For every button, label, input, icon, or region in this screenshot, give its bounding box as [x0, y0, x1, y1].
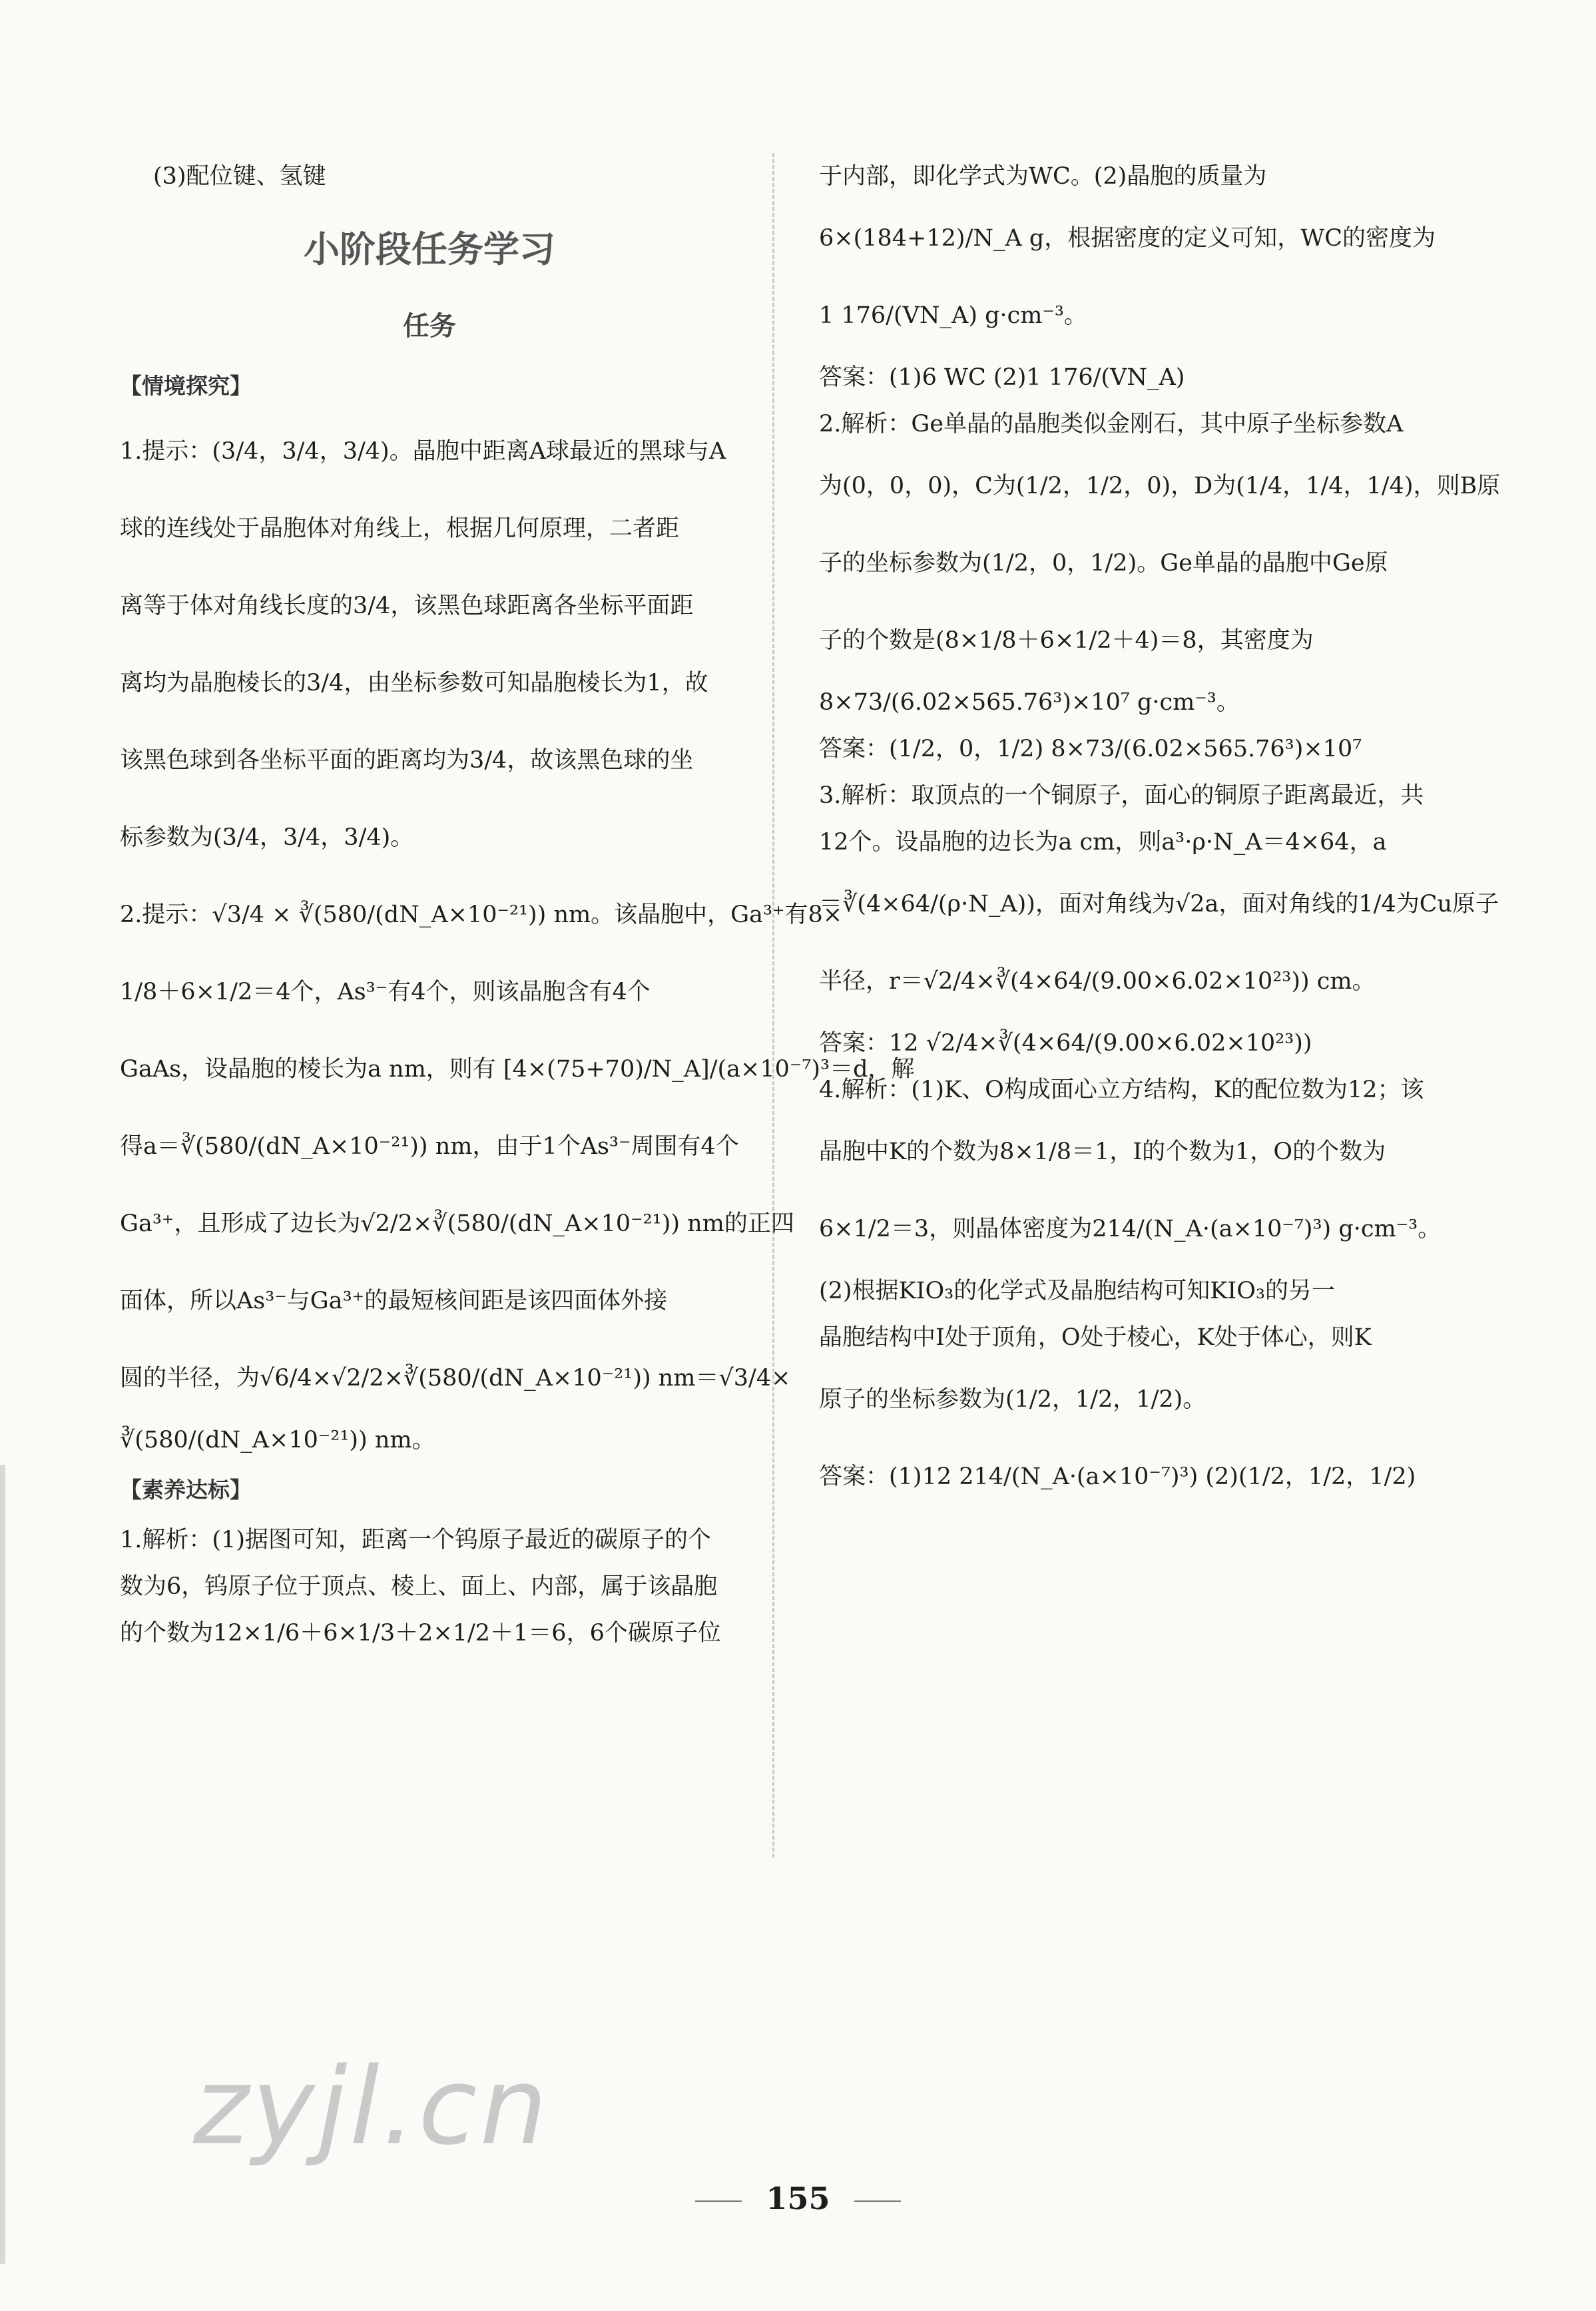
text-line: ∛(580/(dN_A×10⁻²¹)) nm。	[120, 1427, 435, 1453]
text-line: 于内部，即化学式为WC。(2)晶胞的质量为	[819, 163, 1267, 190]
page-number: 155	[0, 2181, 1596, 2216]
text-line: 8×73/(6.02×565.76³)×10⁷ g·cm⁻³。	[819, 689, 1240, 716]
text-line: GaAs，设晶胞的棱长为a nm，则有 [4×(75+70)/N_A]/(a×10⁻⁷)³＝d，解	[120, 1056, 915, 1083]
page-edge	[0, 1465, 5, 2264]
watermark: zyjl.cn	[193, 2044, 550, 2169]
answer-block-2	[120, 876, 915, 1463]
text-line: 子的坐标参数为(1/2，0，1/2)。Ge单晶的晶胞中Ge原	[819, 550, 1388, 577]
answer-block-r2	[819, 401, 1501, 772]
text-line: 1.解析：(1)据图可知，距离一个钨原子最近的碳原子的个	[120, 1527, 711, 1553]
text-line: 该黑色球到各坐标平面的距离均为3/4，故该黑色球的坐	[120, 747, 694, 774]
answer-line: 答案：12 √2/4×∛(4×64/(9.00×6.02×10²³))	[819, 1030, 1312, 1057]
text-line: 圆的半径，为√6/4×√2/2×∛(580/(dN_A×10⁻²¹)) nm＝√3/4×	[120, 1365, 791, 1392]
text-line: 3.解析：取顶点的一个铜原子，面心的铜原子距离最近，共	[819, 782, 1424, 809]
answer-block-r3	[819, 772, 1499, 1067]
text-line: 标参数为(3/4，3/4，3/4)。	[120, 824, 414, 851]
answer-line: 答案：(1)12 214/(N_A·(a×10⁻⁷)³) (2)(1/2，1/2，1/2)	[819, 1463, 1416, 1490]
text-line: 得a＝∛(580/(dN_A×10⁻²¹)) nm，由于1个As³⁻周围有4个	[120, 1133, 739, 1160]
text-line: ＝∛(4×64/(ρ·N_A))，面对角线为√2a，面对角线的1/4为Cu原子	[819, 891, 1499, 917]
column-divider	[772, 153, 774, 1858]
text-line: 晶胞中K的个数为8×1/8＝1，I的个数为1，O的个数为	[819, 1139, 1386, 1165]
text-line: 12个。设晶胞的边长为a cm，则a³·ρ·N_A＝4×64，a	[819, 829, 1387, 856]
answer-line: 答案：(1)6 WC (2)1 176/(VN_A)	[819, 364, 1185, 391]
section-heading-qingjing: 【情境探究】	[120, 373, 252, 399]
task-heading: 任务	[403, 311, 456, 342]
text-line: 原子的坐标参数为(1/2，1/2，1/2)。	[819, 1386, 1206, 1413]
text-line: 离等于体对角线长度的3/4，该黑色球距离各坐标平面距	[120, 593, 694, 619]
text-line: Ga³⁺，且形成了边长为√2/2×∛(580/(dN_A×10⁻²¹)) nm的正四	[120, 1210, 794, 1237]
text-line: 4.解析：(1)K、O构成面心立方结构，K的配位数为12；该	[819, 1077, 1424, 1103]
text-line: 2.解析：Ge单晶的晶胞类似金刚石，其中原子坐标参数A	[819, 411, 1404, 437]
text-line: 子的个数是(8×1/8＋6×1/2＋4)＝8，其密度为	[819, 627, 1314, 654]
text-line: 离均为晶胞棱长的3/4，由坐标参数可知晶胞棱长为1，故	[120, 670, 708, 696]
section-heading-suyang: 【素养达标】	[120, 1477, 252, 1503]
answer-block-r4	[819, 1067, 1442, 1515]
left-column	[120, 153, 915, 1657]
text-line: 球的连线处于晶胞体对角线上，根据几何原理，二者距	[120, 515, 680, 542]
page-title: 小阶段任务学习	[304, 228, 555, 270]
right-column	[819, 153, 1501, 1515]
text-line: 2.提示：√3/4 × ∛(580/(dN_A×10⁻²¹)) nm。该晶胞中，Ga³⁺有8×	[120, 901, 843, 928]
text-line: 6×(184+12)/N_A g，根据密度的定义可知，WC的密度为	[819, 225, 1436, 252]
text-line: 的个数为12×1/6＋6×1/3＋2×1/2＋1＝6，6个碳原子位	[120, 1620, 721, 1647]
answer-block-3	[120, 1517, 739, 1657]
answer-block-1	[120, 413, 739, 876]
text-line: (2)根据KIO₃的化学式及晶胞结构可知KIO₃的另一	[819, 1278, 1335, 1304]
text-line: 数为6，钨原子位于顶点、棱上、面上、内部，属于该晶胞	[120, 1573, 718, 1600]
text-line: 1/8＋6×1/2＝4个，As³⁻有4个，则该晶胞含有4个	[120, 979, 651, 1005]
text-line: 面体，所以As³⁻与Ga³⁺的最短核间距是该四面体外接	[120, 1288, 668, 1314]
text-line: 半径，r＝√2/4×∛(4×64/(9.00×6.02×10²³)) cm。	[819, 968, 1376, 995]
answer-block-r1	[819, 153, 1438, 401]
text-line: 1.提示：(3/4，3/4，3/4)。晶胞中距离A球最近的黑球与A	[120, 438, 726, 465]
text-line: 晶胞结构中I处于顶角，O处于棱心，K处于体心，则K	[819, 1324, 1372, 1351]
text-line: 1 176/(VN_A) g·cm⁻³。	[819, 302, 1087, 329]
text-line: 为(0，0，0)，C为(1/2，1/2，0)，D为(1/4，1/4，1/4)，则B原	[819, 473, 1501, 499]
text-line: 6×1/2＝3，则晶体密度为214/(N_A·(a×10⁻⁷)³) g·cm⁻³。	[819, 1216, 1442, 1242]
answer-line: 答案：(1/2，0，1/2) 8×73/(6.02×565.76³)×10⁷	[819, 736, 1362, 762]
top-line: (3)配位键、氢键	[153, 163, 326, 190]
